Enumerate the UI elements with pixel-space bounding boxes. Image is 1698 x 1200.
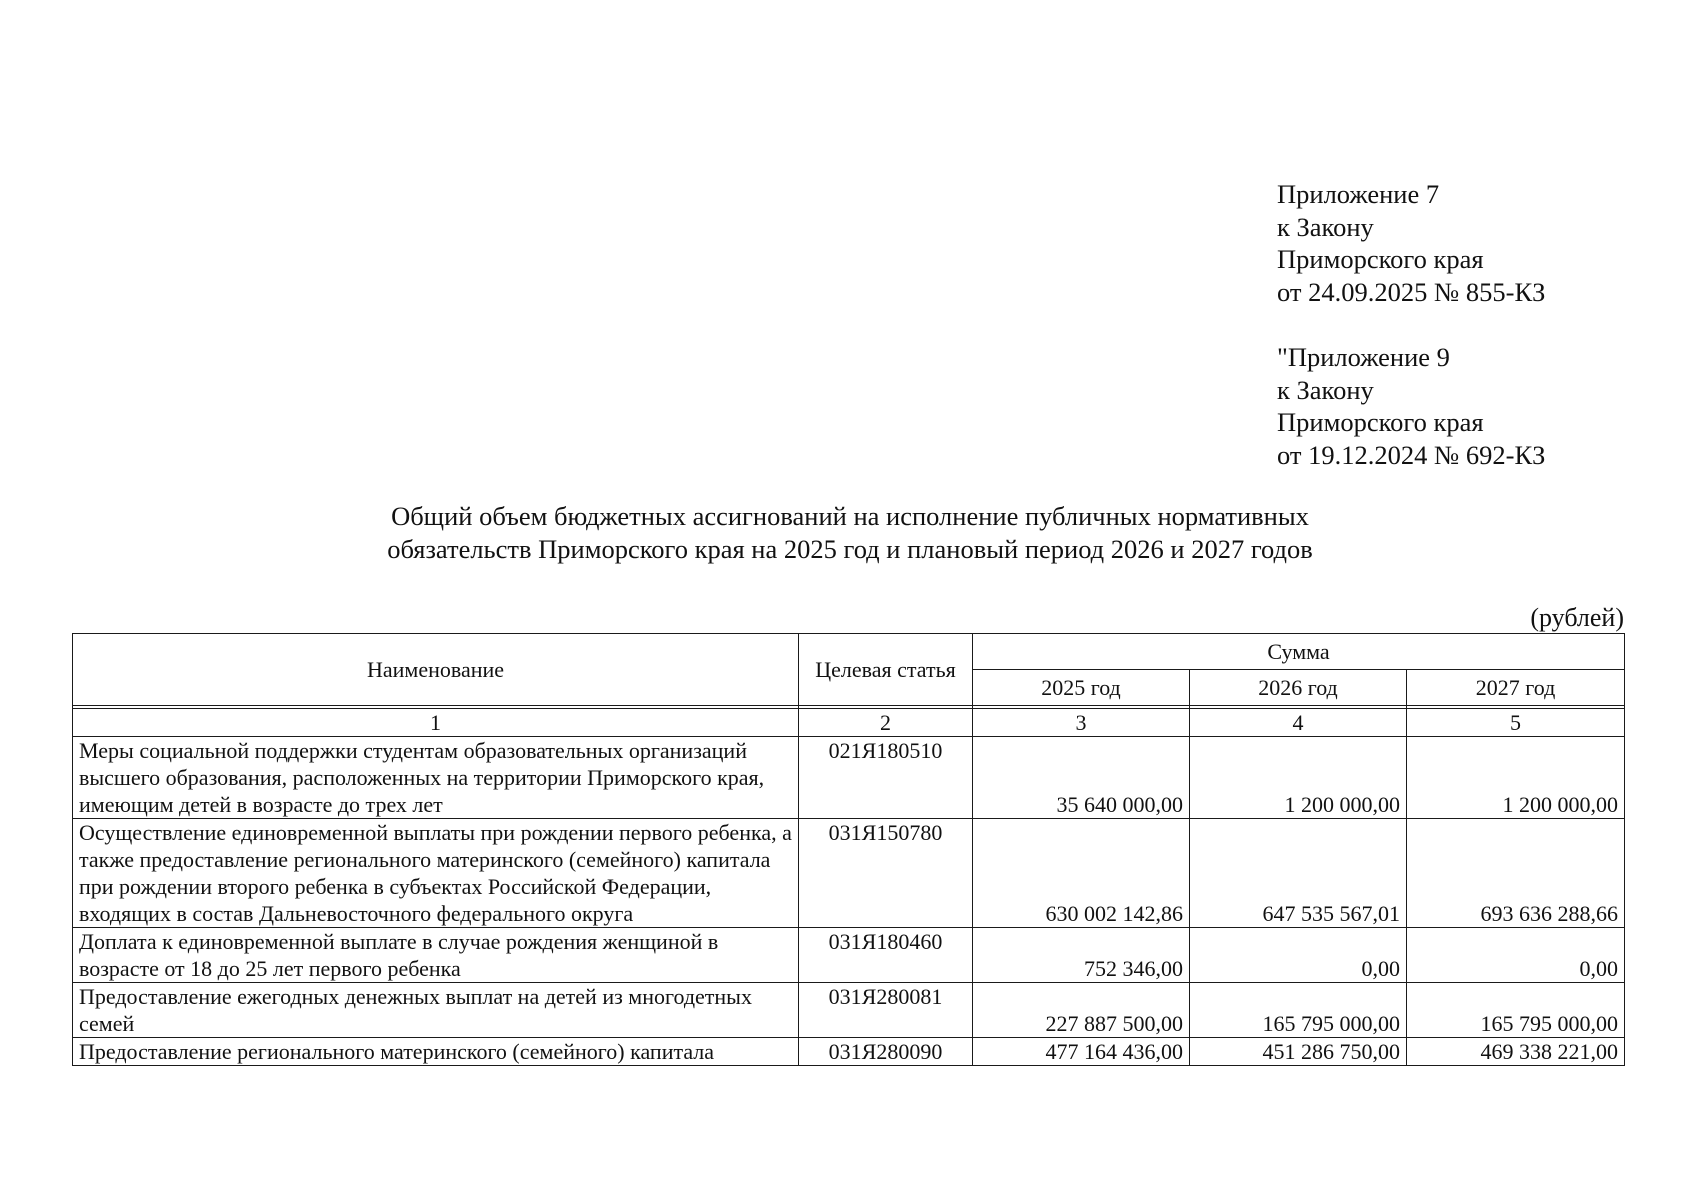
table-row — [73, 737, 1625, 819]
table-row — [73, 819, 1625, 928]
appendix-9-line: от 19.12.2024 № 692-КЗ — [1277, 439, 1546, 470]
document-title — [340, 500, 1360, 566]
document-title-line: Общий объем бюджетных ассигнований на исполнение публичных нормативных — [391, 501, 1309, 531]
appendix-9-line: Приморского края — [1277, 407, 1484, 437]
budget-table — [72, 633, 1625, 1066]
appendix-7-line: Приморского края — [1277, 244, 1484, 274]
appendix-7-line: Приложение 7 — [1277, 179, 1440, 209]
column-number: 5 — [1407, 709, 1625, 737]
appendix-9-reference — [1277, 341, 1545, 471]
row-code: 031Я150780 — [799, 819, 973, 928]
column-number: 2 — [799, 709, 973, 737]
row-name: Доплата к единовременной выплате в случае рождения женщиной в возрасте от 18 до 25 лет первого ребенка — [73, 928, 799, 983]
header-year-2026: 2026 год — [1190, 670, 1407, 706]
row-code: 021Я180510 — [799, 737, 973, 819]
row-sum-2027: 0,00 — [1407, 928, 1625, 983]
row-sum-2027: 469 338 221,00 — [1407, 1038, 1625, 1066]
row-sum-2027: 1 200 000,00 — [1407, 737, 1625, 819]
row-name: Предоставление регионального материнского (семейного) капитала — [73, 1038, 799, 1066]
table-header-row — [73, 634, 1625, 670]
row-sum-2025: 477 164 436,00 — [973, 1038, 1190, 1066]
column-number-row — [73, 709, 1625, 737]
row-code: 031Я280081 — [799, 983, 973, 1038]
units-label: (рублей) — [1530, 603, 1624, 632]
row-code: 031Я280090 — [799, 1038, 973, 1066]
row-sum-2027: 165 795 000,00 — [1407, 983, 1625, 1038]
row-sum-2026: 647 535 567,01 — [1190, 819, 1407, 928]
row-sum-2025: 630 002 142,86 — [973, 819, 1190, 928]
row-name: Осуществление единовременной выплаты при рождении первого ребенка, а также предоставление регионального материнского (семейного) капитала при рождении второго ребенка в субъектах Российской Федерации, входящих в состав Дальневосточного федерального округа — [73, 819, 799, 928]
table-row — [73, 983, 1625, 1038]
appendix-7-line: от 24.09.2025 № 855-КЗ — [1277, 276, 1546, 307]
column-number: 4 — [1190, 709, 1407, 737]
row-sum-2026: 1 200 000,00 — [1190, 737, 1407, 819]
header-sum: Сумма — [973, 634, 1625, 670]
row-sum-2026: 165 795 000,00 — [1190, 983, 1407, 1038]
header-name: Наименование — [73, 634, 799, 706]
row-sum-2025: 35 640 000,00 — [973, 737, 1190, 819]
row-sum-2025: 752 346,00 — [973, 928, 1190, 983]
table-row — [73, 928, 1625, 983]
row-code: 031Я180460 — [799, 928, 973, 983]
header-year-2025: 2025 год — [973, 670, 1190, 706]
table-row — [73, 1038, 1625, 1066]
row-sum-2026: 451 286 750,00 — [1190, 1038, 1407, 1066]
row-name: Меры социальной поддержки студентам образовательных организаций высшего образования, расположенных на территории Приморского края, имеющим детей в возрасте до трех лет — [73, 737, 799, 819]
header-target-article: Целевая статья — [799, 634, 973, 706]
column-number: 1 — [73, 709, 799, 737]
appendix-7-line: к Закону — [1277, 211, 1374, 242]
row-name: Предоставление ежегодных денежных выплат на детей из многодетных семей — [73, 983, 799, 1038]
appendix-9-line: к Закону — [1277, 374, 1374, 405]
document-title-line: обязательств Приморского края на 2025 год и плановый период 2026 и 2027 годов — [387, 534, 1313, 564]
row-sum-2025: 227 887 500,00 — [973, 983, 1190, 1038]
row-sum-2026: 0,00 — [1190, 928, 1407, 983]
row-sum-2027: 693 636 288,66 — [1407, 819, 1625, 928]
header-year-2027: 2027 год — [1407, 670, 1625, 706]
appendix-9-line: "Приложение 9 — [1277, 342, 1450, 372]
column-number: 3 — [973, 709, 1190, 737]
appendix-7-reference — [1277, 178, 1545, 308]
